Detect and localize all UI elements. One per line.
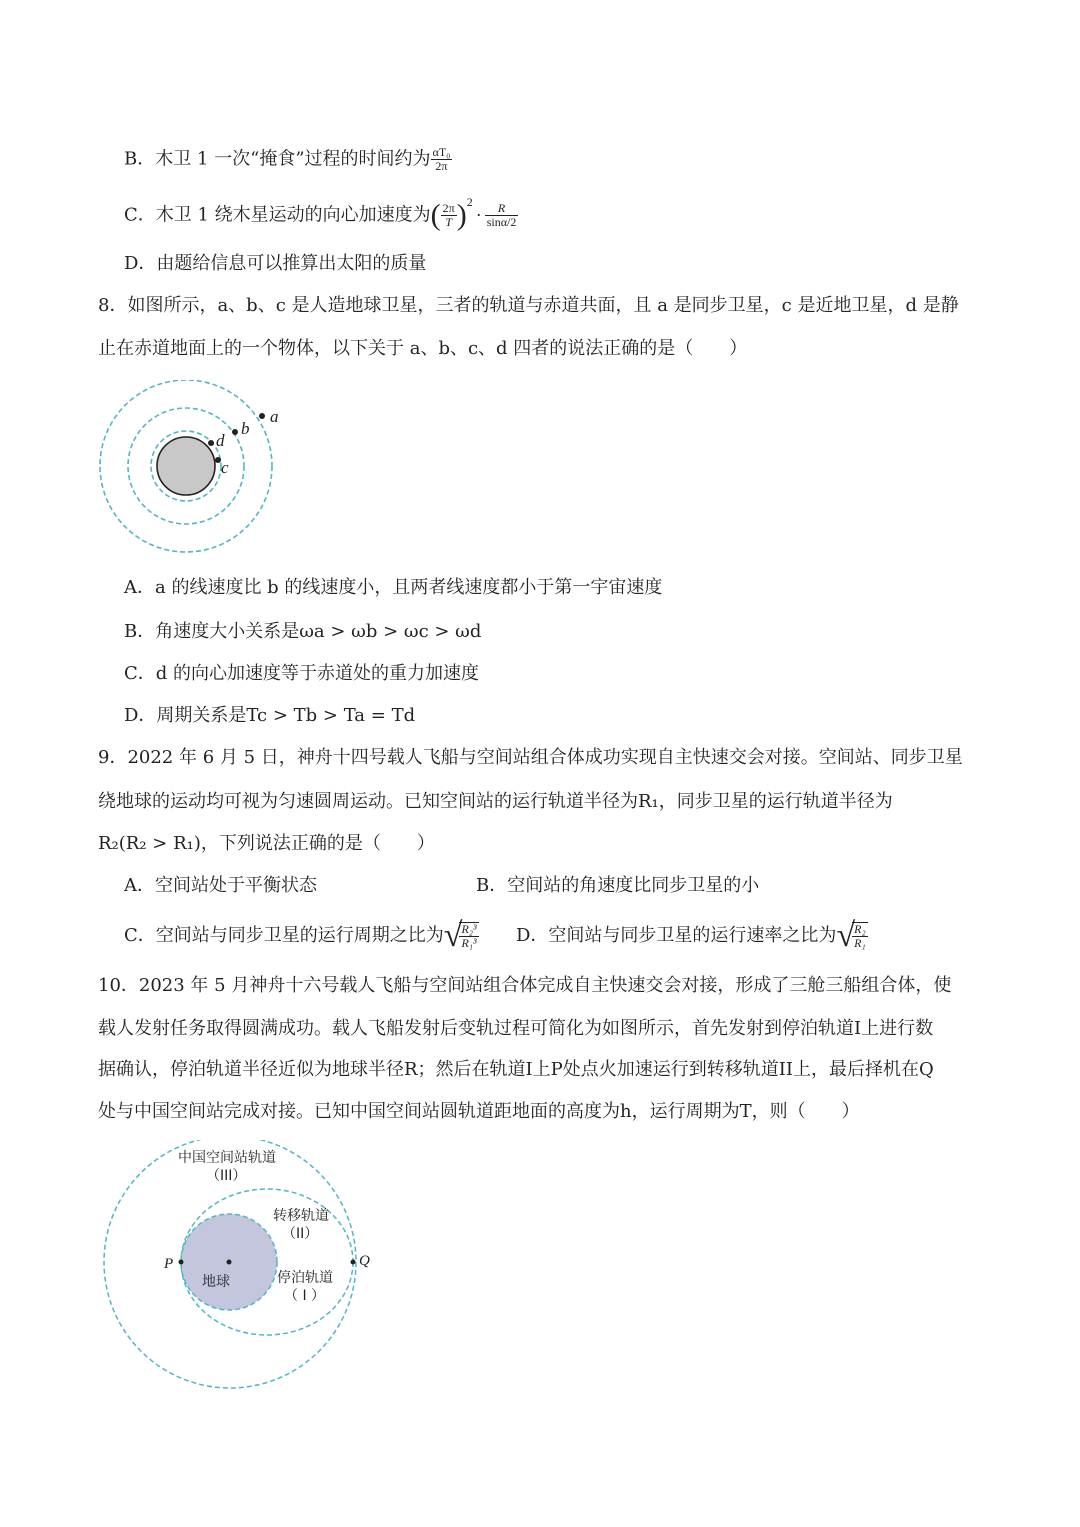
q8-label-b: b	[241, 419, 250, 438]
q10-stem-line3: 据确认，停泊轨道半径近似为地球半径R；然后在轨道I上P处点火加速运行到转移轨道II上，最后择机在Q	[98, 1059, 934, 1080]
q9-option-a: A．空间站处于平衡状态	[124, 875, 317, 896]
q7-option-d: D．由题给信息可以推算出太阳的质量	[124, 253, 427, 274]
q10-point-q-dot	[351, 1260, 356, 1265]
q9-option-c-text: C．空间站与同步卫星的运行周期之比为	[124, 925, 444, 947]
q8-option-a: A．a 的线速度比 b 的线速度小，且两者线速度都小于第一宇宙速度	[124, 577, 663, 598]
q9-stem-line3: R₂(R₂ > R₁)，下列说法正确的是（ ）	[98, 833, 435, 854]
q10-orbit-figure	[96, 1140, 396, 1400]
q7-option-c-inner-fraction: $\frac{2\pi}{T}$	[442, 201, 455, 229]
q8-stem-line2: 止在赤道地面上的一个物体，以下关于 a、b、c、d 四者的说法正确的是（ ）	[98, 338, 748, 359]
q10-point-p-dot	[179, 1260, 184, 1265]
q9-option-d-text: D．空间站与同步卫星的运行速率之比为	[516, 925, 837, 947]
q10-label-p: P	[164, 1256, 174, 1272]
q7-option-b-fraction: $\frac{\text{αT₀}}{2\pi}$	[432, 145, 451, 173]
q9-option-d-sqrt: √ $\frac{\text{R₂}}{\text{R₁}}$	[836, 917, 866, 955]
q8-label-c: c	[221, 458, 229, 477]
q10-orbit-i-number: （ I ）	[284, 1288, 326, 1304]
q7-option-c-text: C．木卫 1 绕木星运动的向心加速度为	[124, 204, 431, 226]
q9-option-d	[516, 917, 868, 955]
q10-stem-line4: 处与中国空间站完成对接。已知中国空间站圆轨道距地面的高度为h，运行周期为T，则（ ）	[98, 1101, 860, 1122]
q9-option-c-sqrt: √ $\frac{\text{R₂³}}{\text{R₁³}}$	[443, 917, 477, 955]
q9-option-b: B．空间站的角速度比同步卫星的小	[476, 875, 760, 896]
q8-orbit-figure	[90, 380, 300, 560]
q10-earth-center-dot	[227, 1260, 232, 1265]
q10-orbit-ii-label: 转移轨道	[273, 1208, 329, 1224]
q9-stem-line2: 绕地球的运动均可视为匀速圆周运动。已知空间站的运行轨道半径为R₁，同步卫星的运行轨道半径为	[98, 791, 893, 812]
q10-orbit-i-label: 停泊轨道	[277, 1270, 333, 1286]
q8-label-d: d	[216, 431, 225, 450]
q10-orbit-ii-number: （II）	[282, 1226, 319, 1242]
q9-option-c	[124, 917, 479, 955]
q8-earth	[157, 437, 215, 495]
q10-orbit-iii-label: 中国空间站轨道	[178, 1150, 276, 1166]
q8-option-b: B．角速度大小关系是ωa > ωb > ωc > ωd	[124, 621, 482, 642]
q8-object-d-dot	[208, 440, 214, 446]
q8-stem-line1: 8．如图所示，a、b、c 是人造地球卫星，三者的轨道与赤道共面，且 a 是同步卫星，c 是近地卫星，d 是静	[98, 295, 959, 316]
q7-option-b	[124, 146, 452, 173]
q8-satellite-b-dot	[232, 429, 238, 435]
q7-option-c: C．木卫 1 绕木星运动的向心加速度为( $\frac{2\pi}{T}$ )$^2$· $\frac{R}{\sin\alpha/2}$	[124, 194, 517, 232]
q10-earth-label: 地球	[202, 1274, 230, 1290]
q10-orbit-iii-number: （III）	[206, 1168, 247, 1184]
q8-option-c: C．d 的向心加速度等于赤道处的重力加速度	[124, 663, 480, 684]
q7-option-c-fraction: $\frac{R}{\sin\alpha/2}$	[486, 201, 517, 229]
q10-stem-line1: 10．2023 年 5 月神舟十六号载人飞船与空间站组合体完成自主快速交会对接，形成了三舱三船组合体，使	[98, 975, 952, 996]
q8-label-a: a	[270, 407, 279, 426]
q7-option-b-text: B．木卫 1 一次“掩食”过程的时间约为	[124, 148, 431, 170]
q9-stem-line1: 9．2022 年 6 月 5 日，神舟十四号载人飞船与空间站组合体成功实现自主快速交会对接。空间站、同步卫星	[98, 747, 963, 768]
q10-stem-line2: 载人发射任务取得圆满成功。载人飞船发射后变轨过程可简化为如图所示，首先发射到停泊轨道I上进行数	[98, 1018, 934, 1039]
q8-option-d: D．周期关系是Tc > Tb > Ta = Td	[124, 705, 416, 726]
q8-satellite-a-dot	[259, 413, 265, 419]
q10-label-q: Q	[359, 1253, 370, 1269]
